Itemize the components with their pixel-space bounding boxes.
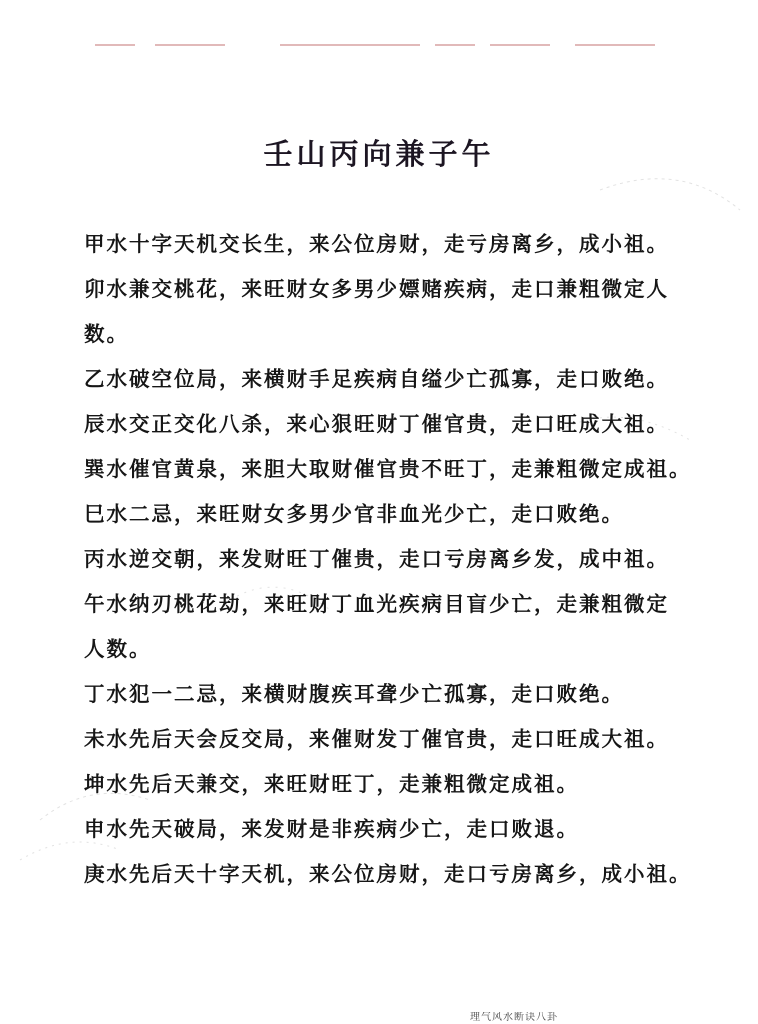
text-line: 卯水兼交桃花，来旺财女多男少嫖赌疾病，走口兼粗微定人: [84, 277, 669, 301]
text-line: 丁水犯一二忌，来横财腹疾耳聋少亡孤寡，走口败绝。: [84, 682, 624, 706]
text-line: 数。: [84, 322, 129, 346]
text-line: 甲水十字天机交长生，来公位房财，走亏房离乡，成小祖。: [84, 232, 669, 256]
document-body: [84, 222, 696, 897]
text-line: 申水先天破局，来发财是非疾病少亡，走口败退。: [84, 817, 579, 841]
text-line: 丙水逆交朝，来发财旺丁催贵，走口亏房离乡发，成中祖。: [84, 547, 669, 571]
text-line: 未水先后天会反交局，来催财发丁催官贵，走口旺成大祖。: [84, 727, 669, 751]
text-line: 人数。: [84, 637, 152, 661]
scan-artifact-line: [95, 44, 655, 50]
text-line: 午水纳刃桃花劫，来旺财丁血光疾病目盲少亡，走兼粗微定: [84, 592, 669, 616]
document-title: 壬山丙向兼子午: [263, 137, 495, 171]
text-line: 辰水交正交化八杀，来心狠旺财丁催官贵，走口旺成大祖。: [84, 412, 669, 436]
text-line: 乙水破空位局，来横财手足疾病自缢少亡孤寡，走口败绝。: [84, 367, 669, 391]
text-line: 庚水先后天十字天机，来公位房财，走口亏房离乡，成小祖。: [84, 862, 692, 886]
text-line: 巽水催官黄泉，来胆大取财催官贵不旺丁，走兼粗微定成祖。: [84, 457, 692, 481]
text-line: 坤水先后天兼交，来旺财旺丁，走兼粗微定成祖。: [84, 772, 579, 796]
text-line: 巳水二忌，来旺财女多男少官非血光少亡，走口败绝。: [84, 502, 624, 526]
footer-fragment: 理气风水断诀八卦: [470, 1012, 558, 1023]
